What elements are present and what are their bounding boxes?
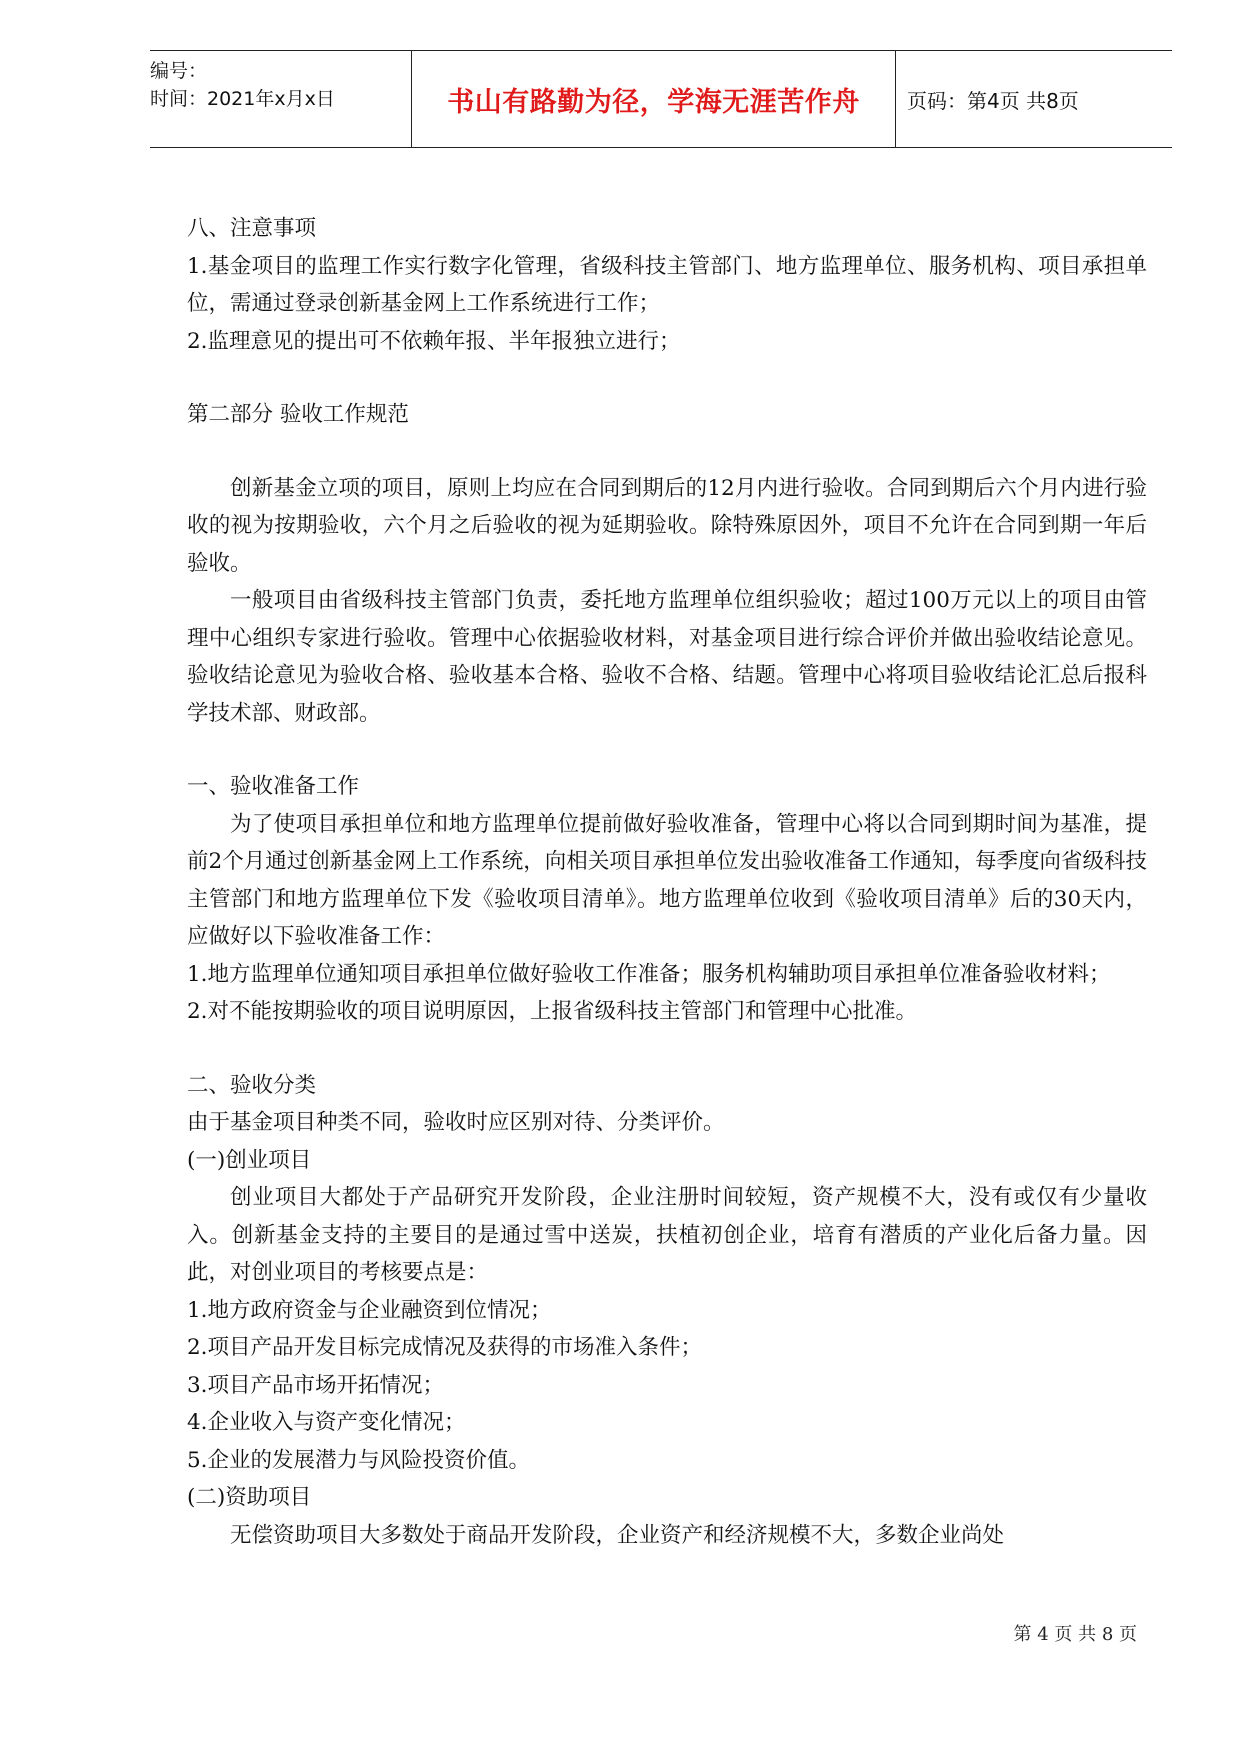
paragraph: 创新基金立项的项目，原则上均应在合同到期后的12月内进行验收。合同到期后六个月内进行验收的视为按期验收，六个月之后验收的视为延期验收。除特殊原因外，项目不允许在合同到期一年后验收。 — [187, 475, 1147, 576]
part-heading: 第二部分 验收工作规范 — [187, 402, 409, 427]
page-footer: 第 4 页 共 8 页 — [1013, 1624, 1137, 1645]
list-item: 2.项目产品开发目标完成情况及获得的市场准入条件； — [187, 1335, 703, 1360]
subsection-heading: (二)资助项目 — [187, 1485, 312, 1510]
list-item: 5.企业的发展潜力与风险投资价值。 — [187, 1447, 531, 1473]
section-heading: 二、验收分类 — [187, 1072, 317, 1098]
paragraph: 一般项目由省级科技主管部门负责，委托地方监理单位组织验收；超过100万元以上的项目由管理中心组织专家进行验收。管理中心依据验收材料，对基金项目进行综合评价并做出验收结论意见。验收结论意见为验收合格、验收基本合格、验收不合格、结题。管理中心将项目验收结论汇总后报科学技术部、财政部。 — [187, 588, 1147, 726]
paragraph: 为了使项目承担单位和地方监理单位提前做好验收准备，管理中心将以合同到期时间为基准，提前2个月通过创新基金网上工作系统，向相关项目承担单位发出验收准备工作通知，每季度向省级科技主管部门和地方监理单位下发《验收项目清单》。地方监理单位收到《验收项目清单》后的30天内，应做好以下验收准备工作： — [187, 811, 1147, 949]
header-motto: 书山有路勤为径，学海无涯苦作舟 — [447, 86, 860, 118]
spacer — [187, 1031, 1147, 1067]
spacer — [187, 732, 1147, 768]
subsection-heading: (一)创业项目 — [187, 1147, 312, 1173]
list-item: 2.对不能按期验收的项目说明原因，上报省级科技主管部门和管理中心批准。 — [187, 999, 918, 1024]
paragraph: 2.监理意见的提出可不依赖年报、半年报独立进行； — [187, 328, 681, 354]
time-label: 时间：2021年x月x日 — [150, 88, 335, 110]
list-item: 1.地方政府资金与企业融资到位情况； — [187, 1297, 552, 1323]
paragraph: 无偿资助项目大多数处于商品开发阶段，企业资产和经济规模不大，多数企业尚处 — [230, 1522, 1005, 1548]
list-item: 4.企业收入与资产变化情况； — [187, 1410, 466, 1435]
document-body — [187, 210, 1147, 1554]
list-item: 1.地方监理单位通知项目承担单位做好验收工作准备；服务机构辅助项目承担单位准备验收材料； — [187, 961, 1111, 987]
header-page-label: 页码：第4页 共8页 — [907, 88, 1079, 113]
header-meta — [150, 51, 412, 147]
paragraph: 1.基金项目的监理工作实行数字化管理，省级科技主管部门、地方监理单位、服务机构、项目承担单位，需通过登录创新基金网上工作系统进行工作； — [187, 253, 1147, 316]
paragraph: 创业项目大都处于产品研究开发阶段，企业注册时间较短，资产规模不大，没有或仅有少量收入。创新基金支持的主要目的是通过雪中送炭，扶植初创企业，培育有潜质的产业化后备力量。因此，对创业项目的考核要点是： — [187, 1185, 1147, 1285]
list-item: 3.项目产品市场开拓情况； — [187, 1372, 445, 1398]
spacer — [187, 434, 1147, 470]
section-heading: 八、注意事项 — [187, 216, 317, 241]
header-page-cell — [895, 51, 1172, 147]
serial-label: 编号： — [150, 60, 208, 82]
paragraph: 由于基金项目种类不同，验收时应区别对待、分类评价。 — [187, 1110, 725, 1135]
page-header — [150, 50, 1172, 148]
spacer — [187, 360, 1147, 396]
section-heading: 一、验收准备工作 — [187, 774, 360, 799]
header-motto-cell — [412, 51, 896, 147]
